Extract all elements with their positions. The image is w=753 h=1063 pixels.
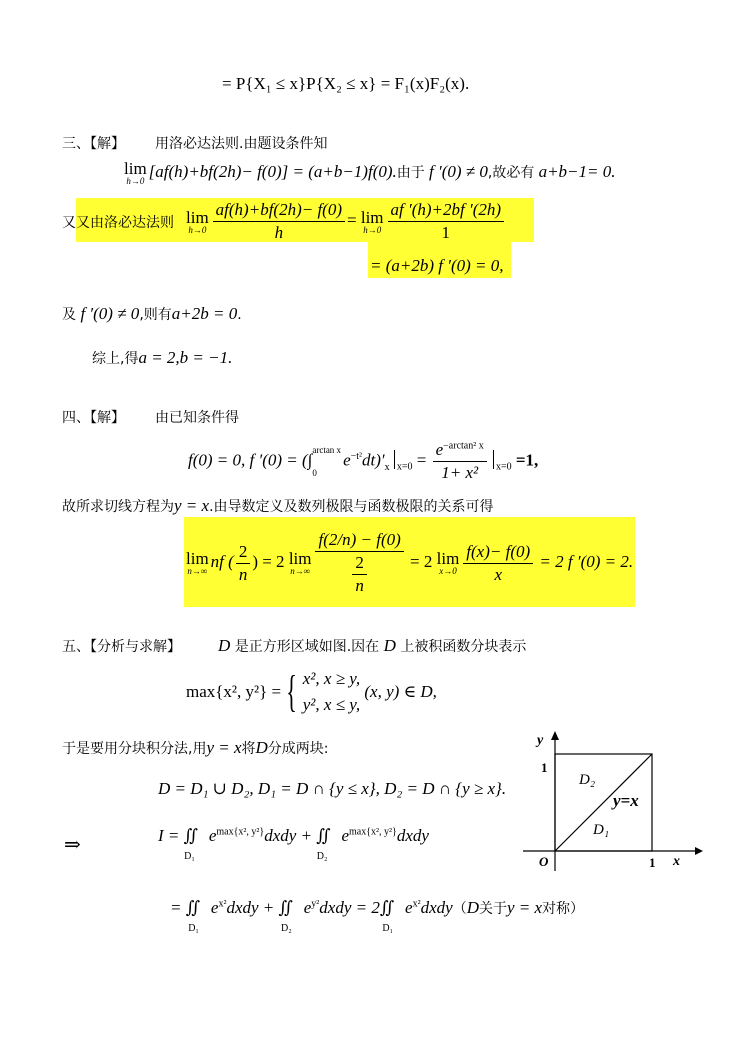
section-3-intro: 用洛必达法则.由题设条件知 [155, 136, 328, 152]
section-3-summary: 综上,得a = 2,b = −1. [92, 348, 233, 367]
section-5-heading: 五、【分析与求解】 [62, 639, 181, 655]
section-5-split: 于是要用分块积分法,用y = x将D分成两块: [62, 738, 329, 757]
section-4-intro: 由已知条件得 [155, 410, 239, 426]
section-3-heading: 三、【解】 [62, 136, 125, 152]
y-axis-arrow-icon [551, 731, 559, 740]
y-axis-label: y [537, 733, 544, 748]
section-3-equation-2: lim h→0 $\frac{af(h)+bf(2h)- f(0)}{h}$ = lim h→0 $\frac{af '(h)+2bf '(2h)}{1}$ [186, 200, 506, 243]
diagonal-label: y=x [613, 791, 639, 810]
x-axis-label: x [673, 854, 680, 869]
region-diagram [515, 726, 705, 876]
origin-label: O [539, 854, 549, 869]
section-3-conclusion: 及 f ′(0) ≠ 0,则有a+2b = 0. [62, 304, 242, 323]
section-4-tangent: 故所求切线方程为y = x.由导数定义及数列极限与函数极限的关系可得 [62, 496, 494, 515]
section-3-again: 又又由洛必达法则 [62, 215, 174, 231]
section-5-max-cases: max{x², y²} = { x², x ≥ y, y², x ≤ y, (x, y) ∈ D, [186, 666, 437, 716]
section-5-integral-final: = $∬_{D_1}e^{x^2}dxdy$ + $∬_{D_2}e^{y^2}dxdy$ = $2∬_{D_1}e^{x^2}dxdy(D$关于y = x对称） [170, 898, 585, 935]
region-d1-label: D₁ [593, 822, 610, 838]
section-5-integral-I: $I = ∬_{D_1}e^{max\{x^2, y^2\}}dxdy$ + $∬_{D_2}e^{max\{x^2, y^2\}}dxdy$ [158, 826, 429, 863]
x-one-label: 1 [649, 855, 656, 870]
x-axis-arrow-icon [695, 847, 703, 855]
section-5-intro: D 是正方形区域如图.因在 D 上被积函数分块表示 [218, 636, 527, 655]
region-d2-label: D₂ [579, 772, 596, 788]
section-3-equation-3: = (a+2b) f ′(0) = 0, [370, 256, 504, 275]
section-4-equation-2: lim n→∞ nf ( $\frac{2}{n}$ ) = 2 lim n→∞ $\frac{f(2/n) - f(0)}{\frac{2}{n}}$ = 2 lim x→0 $\frac{f(x)- f(0)}{x}$ = 2 f ′(0) = 2. [186, 530, 634, 595]
y-one-label: 1 [541, 760, 548, 775]
section-4-heading: 四、【解】 [62, 410, 125, 426]
section-4-equation-1: f(0) = 0, f ′(0) = (∫ arctan x 0 $e^{-t^2}dt)'_x$ $_{x=0}$ = $\frac{e^{-arctan^2 x}}{\text{1+ x²}}$ $_{x=0}$ =1, [188, 440, 539, 482]
section-5-union: D = D₁ ∪ D₂, D₁ = D ∩ {y ≤ x}, D₂ = D ∩ {y ≥ x}. [158, 779, 507, 798]
section-3-equation-1: lim h→0 [af(h)+bf(2h)− f(0)] = (a+b−1)f(0).由于 f ′(0) ≠ 0,故必有 a+b−1= 0. [124, 159, 616, 186]
implies-symbol: ⇒ [64, 834, 81, 856]
equation-line-1: = P{X₁ ≤ x}P{X₂ ≤ x} = F₁(x)F₂(x). [222, 74, 470, 93]
